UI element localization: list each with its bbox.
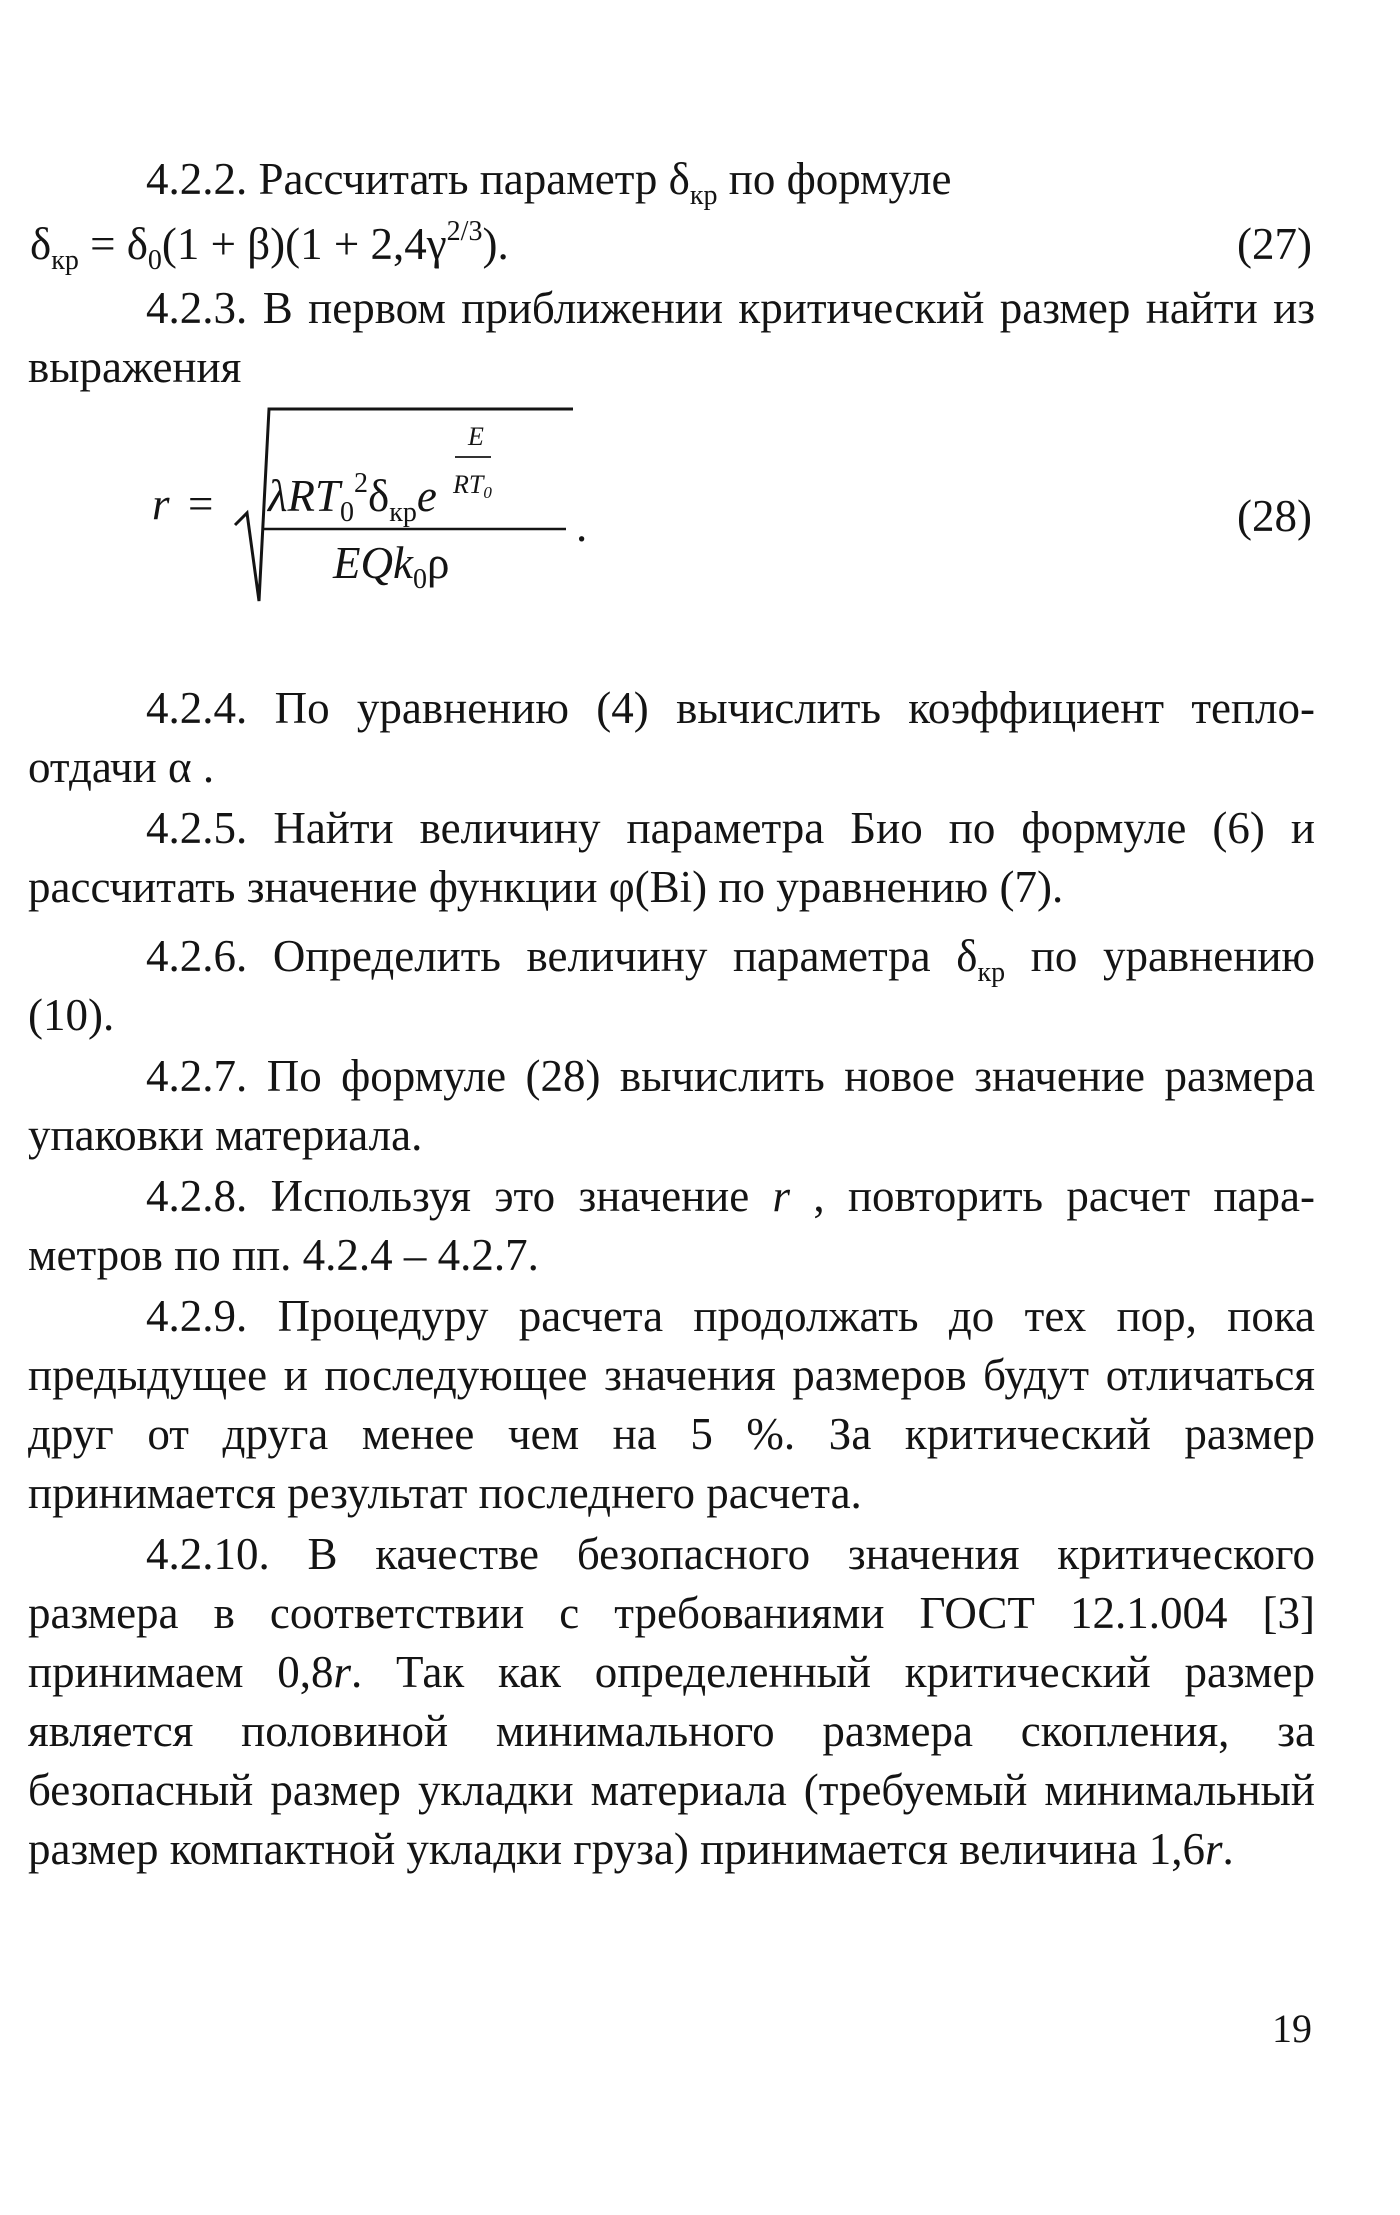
equation-27-formula	[30, 215, 509, 274]
eq28-exp-den-sub: 0	[483, 483, 492, 502]
equation-28-number: (28)	[1237, 491, 1312, 541]
eq28-num-e: e	[416, 471, 437, 521]
equation-27	[28, 211, 1315, 279]
p428-var: r	[772, 1171, 791, 1221]
p422-text: 4.2.2. Рассчитать параметр	[146, 154, 658, 204]
eq28-exponent-numerator: E	[468, 422, 484, 451]
eq28-numerator	[268, 467, 437, 526]
p4210-head: 4.2.10. В качестве безопасного значения критического размера в соответствии с требованиями ГОСТ 12.1.004 [3] принимаем 0,8	[28, 1529, 1315, 1697]
paragraph-4-2-8	[28, 1167, 1315, 1285]
eq28-den-rho: ρ	[426, 538, 450, 588]
page-number: 19	[1272, 2006, 1312, 2051]
delta-symbol: δ	[668, 154, 690, 204]
eq27-eq-sign: = δ	[78, 219, 148, 269]
eq28-trailing-dot: .	[576, 501, 588, 551]
paragraph-4-2-9: 4.2.9. Процедуру расчета продолжать до тех пор, пока предыдущее и последующее значения размеров будут отличаться друг от друга менее чем на 5 %. За критический размер принимается результат последнего расчета.	[28, 1291, 1315, 1518]
eq28-den-main: EQk	[333, 538, 413, 588]
p426-subscript: кр	[977, 957, 1006, 988]
page-body	[28, 150, 1315, 1879]
eq27-lhs-symbol: δ	[30, 219, 52, 269]
paragraph-4-2-10	[28, 1525, 1315, 1879]
paragraph-4-2-2	[28, 150, 1315, 209]
eq27-superscript: 2/3	[446, 216, 483, 247]
eq27-lhs-subscript: кр	[51, 245, 79, 276]
p4210-var2: r	[1205, 1824, 1223, 1874]
paragraph-4-2-6	[28, 927, 1315, 1045]
p426-head: 4.2.6. Определить величину параметра	[146, 931, 931, 981]
eq28-exponent-denominator	[453, 455, 492, 522]
paragraph-4-2-7: 4.2.7. По формуле (28) вычислить новое значение размера упаковки материала.	[28, 1051, 1315, 1160]
eq28-num-sup2: 2	[354, 468, 369, 499]
p428-tail: , повторить расчет параметров по пп. 4.2.4 – 4.2.7.	[28, 1171, 1315, 1280]
eq28-lhs: r	[152, 479, 170, 529]
eq27-d0-subscript: 0	[147, 245, 162, 276]
equation-28	[28, 397, 1315, 617]
eq28-exp-den-main: RT	[453, 470, 484, 499]
p426-delta: δ	[956, 931, 978, 981]
eq28-num-sub0: 0	[340, 497, 355, 528]
eq27-part1: (1 + β)(1 + 2,4γ	[161, 219, 447, 269]
eq28-num-delta: δ	[368, 471, 390, 521]
eq28-num-kr: кр	[389, 497, 417, 528]
equation-27-number: (27)	[1237, 219, 1312, 269]
p422-tail: по формуле	[717, 154, 952, 204]
delta-subscript: кр	[689, 180, 718, 211]
eq28-denominator	[333, 534, 449, 593]
eq28-eq-sign: =	[188, 479, 214, 529]
p4210-var1: r	[333, 1647, 351, 1697]
paragraph-4-2-5: 4.2.5. Найти величину параметра Био по формуле (6) и рассчитать значение функции φ(Bi) по уравнению (7).	[28, 803, 1315, 912]
eq27-part2: ).	[482, 219, 509, 269]
p4210-mid: . Так как определенный критический размер является половиной минимального размера скопления, за безопасный размер укладки материала (требуемый минимальный размер компактной укладки груза) принимается величина 1,6	[28, 1647, 1316, 1874]
eq28-den-sub: 0	[412, 564, 427, 595]
p428-head: 4.2.8. Используя это значение	[146, 1171, 773, 1221]
p4210-end: .	[1222, 1824, 1234, 1874]
eq28-num-main: λRT	[268, 471, 341, 521]
paragraph-4-2-4: 4.2.4. По уравнению (4) вычислить коэффициент теплоотдачи α .	[28, 683, 1315, 792]
paragraph-4-2-3: 4.2.3. В первом приближении критический размер найти из выражения	[28, 283, 1315, 392]
p426-tail: по уравнению (10).	[28, 931, 1316, 1040]
